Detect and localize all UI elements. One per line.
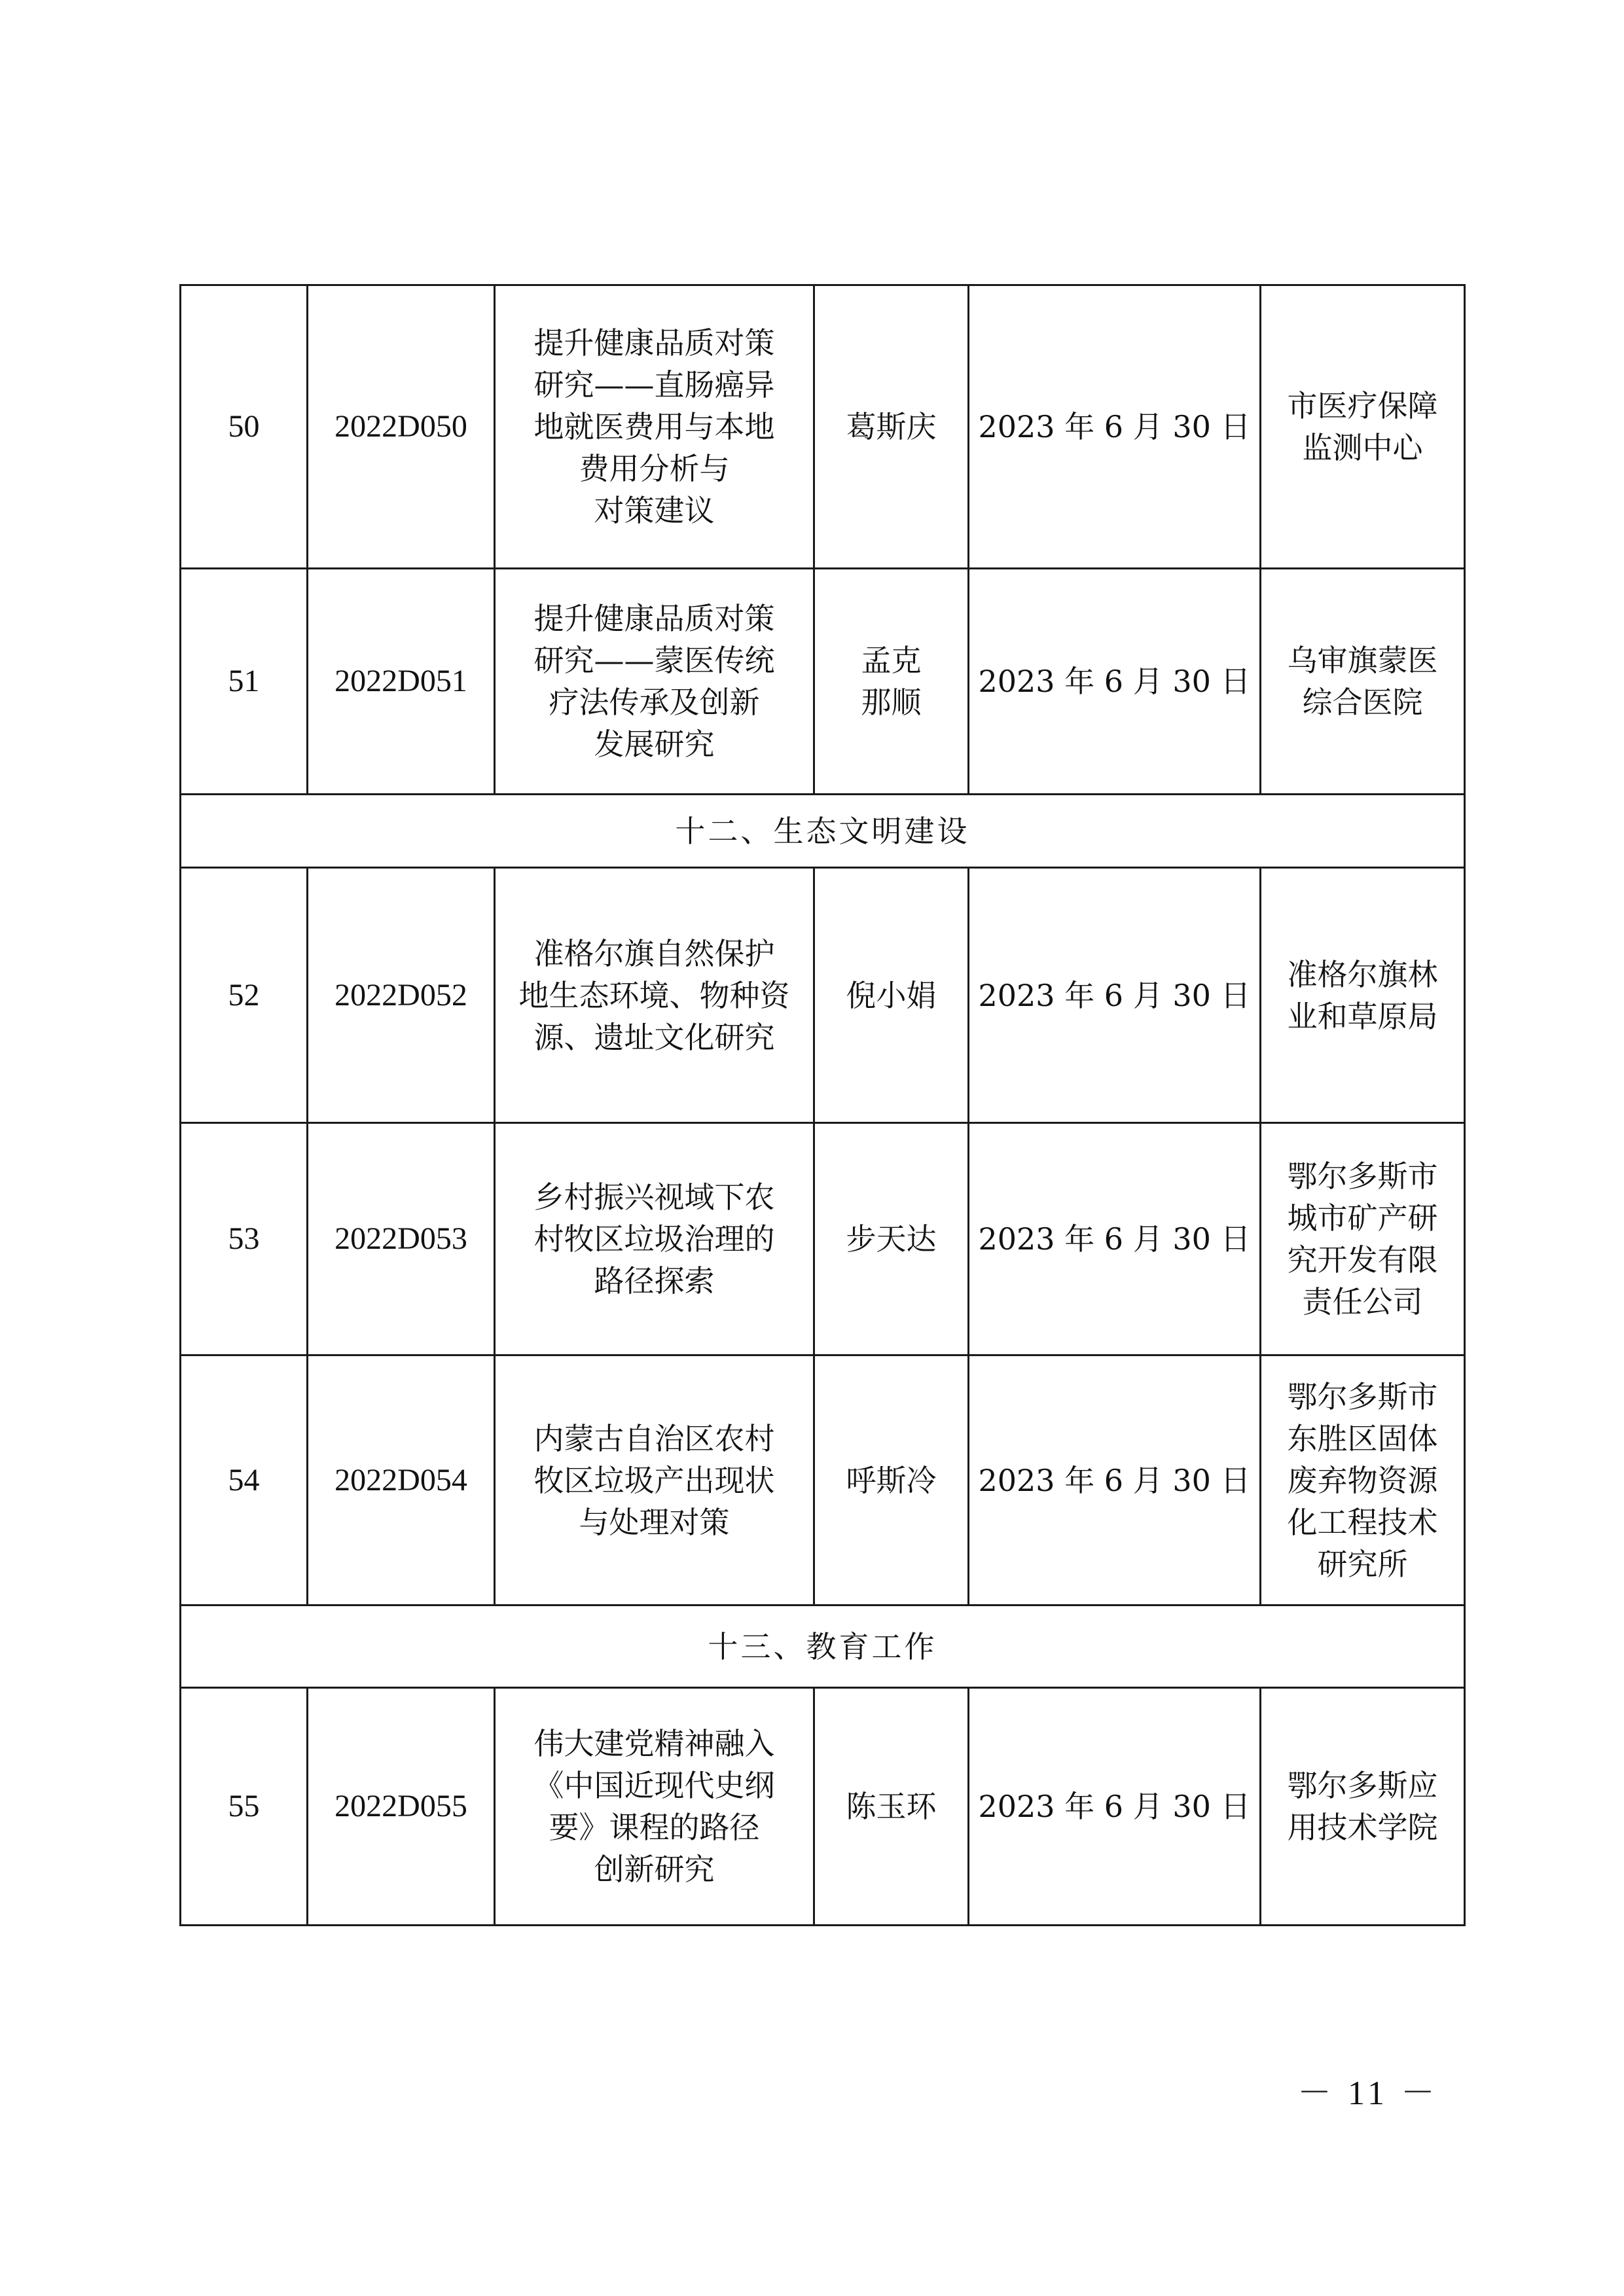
project-title-line: 与处理对策 — [579, 1504, 730, 1540]
table-row — [181, 1123, 1465, 1355]
project-unit-line: 废弃物资源 — [1287, 1462, 1438, 1498]
project-title-line: 源、遗址文化研究 — [533, 1019, 775, 1055]
table-row — [181, 569, 1465, 795]
project-unit — [1261, 1123, 1465, 1355]
project-title — [495, 1355, 814, 1605]
project-unit-line: 东胜区固体 — [1287, 1420, 1438, 1456]
project-title-line: 村牧区垃圾治理的 — [533, 1221, 775, 1257]
project-lead — [814, 868, 969, 1123]
project-unit — [1261, 569, 1465, 795]
project-lead-line: 陈玉环 — [846, 1789, 937, 1824]
project-title — [495, 285, 814, 569]
section-heading: 十三、教育工作 — [181, 1605, 1465, 1688]
project-code: 2022D055 — [308, 1688, 495, 1926]
table-row — [181, 285, 1465, 569]
project-title-line: 地就医费用与本地 — [533, 409, 775, 444]
project-title-line: 疗法传承及创新 — [549, 685, 760, 720]
project-unit-line: 城市矿产研 — [1287, 1200, 1438, 1236]
project-unit-line: 乌审旗蒙医 — [1287, 643, 1438, 678]
project-unit-line: 化工程技术 — [1287, 1504, 1438, 1540]
row-number: 53 — [181, 1123, 308, 1355]
project-lead — [814, 1355, 969, 1605]
project-title — [495, 1123, 814, 1355]
project-lead — [814, 569, 969, 795]
project-lead — [814, 285, 969, 569]
project-lead-line: 倪小娟 — [846, 977, 937, 1013]
due-date: 2023 年 6 月 30 日 — [969, 1355, 1261, 1605]
project-unit-line: 研究所 — [1317, 1546, 1408, 1582]
project-unit-line: 综合医院 — [1302, 685, 1423, 720]
project-title-line: 伟大建党精神融入 — [533, 1726, 775, 1761]
due-date: 2023 年 6 月 30 日 — [969, 868, 1261, 1123]
due-date: 2023 年 6 月 30 日 — [969, 285, 1261, 569]
project-title-line: 准格尔旗自然保护 — [533, 935, 775, 971]
project-title-line: 提升健康品质对策 — [533, 325, 775, 361]
project-lead-line: 孟克 — [861, 643, 922, 678]
due-date: 2023 年 6 月 30 日 — [969, 569, 1261, 795]
project-title-line: 地生态环境、物种资 — [518, 977, 790, 1013]
project-unit-line: 业和草原局 — [1287, 998, 1438, 1034]
project-title-line: 提升健康品质对策 — [533, 601, 775, 636]
section-row — [181, 795, 1465, 868]
project-unit-line: 鄂尔多斯市 — [1287, 1378, 1438, 1414]
project-unit-line: 监测中心 — [1302, 430, 1423, 465]
due-date: 2023 年 6 月 30 日 — [969, 1688, 1261, 1926]
project-title-line: 创新研究 — [594, 1852, 715, 1887]
table-row — [181, 1355, 1465, 1605]
project-unit-line: 鄂尔多斯应 — [1287, 1768, 1438, 1803]
project-lead — [814, 1688, 969, 1926]
project-title-line: 要》课程的路径 — [549, 1810, 760, 1845]
project-title-line: 牧区垃圾产出现状 — [533, 1462, 775, 1498]
project-unit — [1261, 285, 1465, 569]
row-number: 54 — [181, 1355, 308, 1605]
project-title — [495, 868, 814, 1123]
project-title-line: 《中国近现代史纲 — [533, 1768, 775, 1803]
project-code: 2022D050 — [308, 285, 495, 569]
due-date: 2023 年 6 月 30 日 — [969, 1123, 1261, 1355]
page-number: － 11 － — [1297, 2075, 1439, 2112]
project-code: 2022D052 — [308, 868, 495, 1123]
table-row — [181, 1688, 1465, 1926]
project-code: 2022D053 — [308, 1123, 495, 1355]
project-title — [495, 1688, 814, 1926]
project-title-line: 对策建议 — [594, 493, 715, 528]
project-lead-line: 步天达 — [846, 1221, 937, 1257]
project-title-line: 路径探索 — [594, 1263, 715, 1299]
project-title-line: 内蒙古自治区农村 — [533, 1420, 775, 1456]
section-row — [181, 1605, 1465, 1688]
row-number: 52 — [181, 868, 308, 1123]
project-lead-line: 那顺 — [861, 685, 922, 720]
project-code: 2022D054 — [308, 1355, 495, 1605]
row-number: 50 — [181, 285, 308, 569]
project-code: 2022D051 — [308, 569, 495, 795]
project-unit-line: 准格尔旗林 — [1287, 956, 1438, 992]
project-title — [495, 569, 814, 795]
project-title-line: 研究——蒙医传统 — [533, 643, 775, 678]
project-lead — [814, 1123, 969, 1355]
table-row — [181, 868, 1465, 1123]
project-lead-line: 呼斯冷 — [846, 1462, 937, 1498]
project-unit-line: 究开发有限 — [1287, 1242, 1438, 1278]
row-number: 51 — [181, 569, 308, 795]
project-unit — [1261, 868, 1465, 1123]
project-title-line: 发展研究 — [594, 726, 715, 762]
project-title-line: 研究——直肠癌异 — [533, 367, 775, 403]
row-number: 55 — [181, 1688, 308, 1926]
project-unit-line: 责任公司 — [1302, 1284, 1423, 1319]
project-title-line: 费用分析与 — [579, 451, 730, 486]
project-unit — [1261, 1688, 1465, 1926]
project-table — [179, 284, 1466, 1926]
project-unit-line: 市医疗保障 — [1287, 388, 1438, 423]
project-title-line: 乡村振兴视域下农 — [533, 1179, 775, 1215]
project-unit-line: 用技术学院 — [1287, 1810, 1438, 1845]
project-lead-line: 葛斯庆 — [846, 409, 937, 444]
project-unit-line: 鄂尔多斯市 — [1287, 1158, 1438, 1194]
project-unit — [1261, 1355, 1465, 1605]
section-heading: 十二、生态文明建设 — [181, 795, 1465, 868]
